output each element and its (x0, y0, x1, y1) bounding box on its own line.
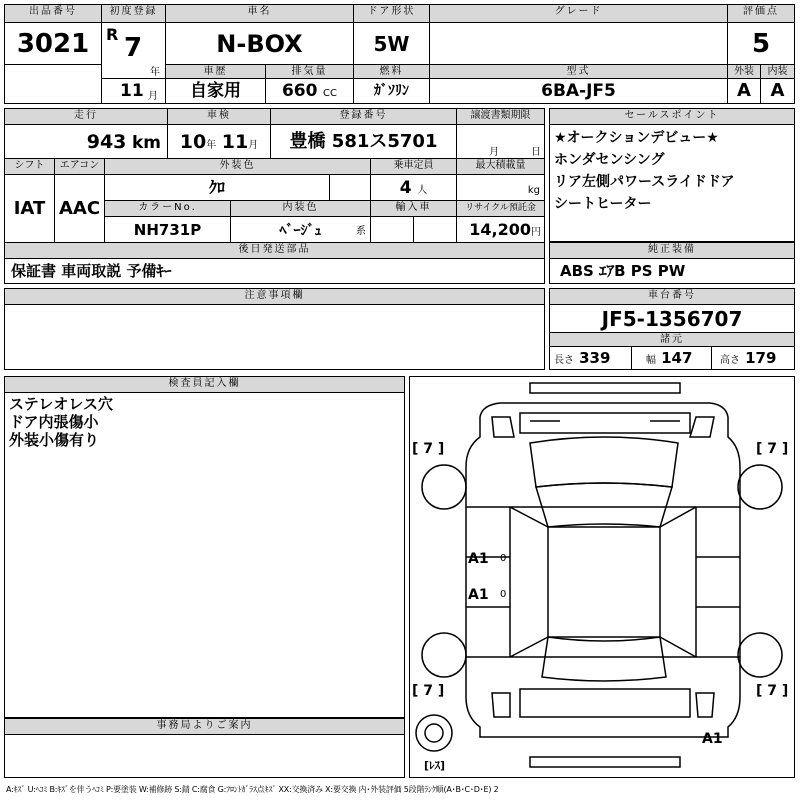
rear-gate-shape (520, 689, 690, 717)
recycle-cell (457, 217, 544, 243)
tire-front-left-shape (422, 465, 466, 509)
interior-header: 内装 (761, 65, 794, 79)
hood-shape (530, 437, 678, 487)
sales-point-item: シートヒーター (554, 196, 652, 212)
rear-window-shape (542, 637, 666, 681)
tire-label-rr: [ 7 ] (756, 683, 789, 699)
capacity-unit: 人 (417, 185, 428, 196)
mileage-header: 走行 (5, 109, 168, 125)
shift-header: シフト (5, 159, 55, 175)
sales-point-item: ★オークションデビュー★ (554, 130, 719, 146)
car-diagram (410, 377, 794, 777)
inspector-note: ドア内張傷小 (9, 413, 99, 431)
transfer-cell (457, 125, 544, 159)
grade-value (430, 23, 728, 65)
insp-month: 11 (221, 131, 249, 153)
office-header: 事務局よりご案内 (5, 719, 404, 735)
month-unit: 月 (148, 91, 158, 102)
inspector-block (4, 376, 405, 718)
import-cell-b (414, 217, 457, 243)
sales-point-item: リア左側パワースライドドア (554, 174, 735, 190)
front-body-outline (466, 403, 740, 507)
tire-rear-left-shape (422, 633, 466, 677)
grade-header: グレード (430, 5, 728, 23)
specs-header: 諸元 (550, 333, 794, 347)
first-reg-header: 初度登録 (102, 5, 166, 23)
cc-unit: CC (323, 88, 338, 99)
genuine-block (549, 242, 795, 284)
km-unit: km (131, 133, 161, 153)
exterior-score: A (728, 79, 761, 103)
int-color-cell (231, 217, 371, 243)
sales-points-block (549, 108, 795, 242)
genuine-value: ABS ｴｱB PS PW (560, 262, 686, 280)
capacity-header: 乗車定員 (371, 159, 457, 175)
inspector-note: 外装小傷有り (9, 431, 100, 449)
width-value: 147 (661, 349, 693, 367)
load-unit: kg (527, 185, 540, 196)
fuel-value: ｶﾞｿﾘﾝ (354, 79, 430, 103)
rear-body-outline (466, 657, 740, 737)
int-color-suffix: 系 (356, 226, 366, 237)
lot-no-header: 出品番号 (5, 5, 102, 23)
import-header: 輸入車 (371, 201, 457, 217)
reg-no-header: 登録番号 (271, 109, 457, 125)
genuine-header: 純正装備 (550, 243, 794, 259)
top-block (4, 4, 795, 104)
exterior-header: 外装 (728, 65, 761, 79)
legend-text: A:ｷｽﾞ U:ﾍｺﾐ B:ｷｽﾞを伴うﾍｺﾐ P:要塗装 W:補修跡 S:錆 C:腐食 G:ﾌﾛﾝﾄｶﾞﾗｽ点ｷｽﾞ XX:交換済み X:要交換 内･外装評価 5段階ﾗﾝｸ順(A･B･C･D･E) 2 (6, 785, 499, 794)
transfer-day: 日 (531, 147, 541, 158)
score-header: 評価点 (728, 5, 794, 23)
headlight-right-shape (690, 417, 714, 437)
chassis-header: 車台番号 (550, 289, 794, 305)
transfer-month: 月 (489, 147, 499, 158)
ext-color-header: 外装色 (105, 159, 371, 175)
tire-label-fr: [ 7 ] (756, 441, 789, 457)
door-value: 5W (354, 23, 430, 65)
history-value: 自家用 (166, 79, 266, 103)
inspector-header: 検査員記入欄 (5, 377, 404, 393)
later-parts-header: 後日発送部品 (5, 243, 544, 259)
door-header: ドア形状 (354, 5, 430, 23)
score-value: 5 (728, 23, 794, 65)
damage-mark-rear: A1 (702, 731, 723, 747)
yen-unit: 円 (531, 227, 541, 238)
caution-block (4, 288, 545, 370)
ext-color-blank (330, 175, 371, 201)
spare-tire-shape (416, 715, 452, 751)
displacement-cell (266, 79, 354, 103)
mileage-cell (5, 125, 168, 159)
spare-tire-hub-shape (425, 724, 443, 742)
tire-rear-right-shape (738, 633, 782, 677)
zero-mark-2: 0 (500, 589, 507, 600)
month-value: 11 (120, 81, 144, 101)
length-label: 長さ (554, 355, 574, 366)
import-cell-a (371, 217, 414, 243)
damage-mark-left-rear-door: A1 (468, 587, 489, 603)
aircon-header: エアコン (55, 159, 105, 175)
insp-year: 10 (179, 131, 207, 153)
front-grille-shape (520, 413, 690, 433)
width-cell (632, 347, 712, 369)
headlight-left-shape (492, 417, 514, 437)
lot-blank (5, 65, 102, 103)
inspector-note: ステレオレス穴 (9, 395, 113, 413)
color-no-header: カラーNo. (105, 201, 231, 217)
height-label: 高さ (720, 355, 740, 366)
ext-color-value: ｸﾛ (105, 175, 330, 201)
max-load-cell (457, 175, 544, 201)
car-name-value: N-BOX (166, 23, 354, 65)
tire-label-fl: [ 7 ] (412, 441, 445, 457)
shift-value: IAT (5, 175, 55, 243)
car-name-header: 車名 (166, 5, 354, 23)
interior-score: A (770, 80, 785, 101)
taillight-left-shape (492, 693, 510, 717)
lot-no-value: 3021 (5, 23, 102, 65)
color-no-value: NH731P (105, 217, 231, 243)
damage-mark-left-front-door: A1 (468, 551, 489, 567)
recycle-value: 14,200 (469, 220, 531, 239)
first-reg-year-cell (102, 23, 166, 79)
inspector-notes (9, 395, 113, 449)
taillight-right-shape (696, 693, 714, 717)
sales-point-item: ホンダセンシング (554, 152, 665, 168)
tire-label-rl: [ 7 ] (412, 683, 445, 699)
height-value: 179 (745, 349, 777, 367)
year-value: 7 (124, 33, 143, 63)
aircon-value: AAC (55, 175, 105, 243)
inspection-cell (168, 125, 271, 159)
int-color-header: 内装色 (231, 201, 371, 217)
first-reg-month-cell (102, 79, 166, 103)
width-label: 幅 (646, 355, 656, 366)
length-cell (550, 347, 632, 369)
roof-shape (548, 527, 660, 637)
left-side-outline (466, 507, 510, 657)
max-load-header: 最大積載量 (457, 159, 544, 175)
capacity-cell (371, 175, 457, 201)
spare-tire-label: [ﾚｽ] (424, 759, 446, 772)
int-color-value: ﾍﾞｰｼﾞｭ (279, 223, 322, 239)
zero-mark-1: 0 (500, 553, 507, 564)
history-header: 車歴 (166, 65, 266, 79)
reg-no-value: 豊橋 581ス5701 (271, 125, 457, 159)
mileage-value: 943 (86, 131, 127, 153)
insp-year-unit: 年 (206, 140, 217, 151)
tire-front-right-shape (738, 465, 782, 509)
caution-header: 注意事項欄 (5, 289, 544, 305)
front-bumper-shape (530, 383, 680, 393)
recycle-header: リサイクル預託金 (457, 201, 544, 217)
insp-month-unit: 月 (248, 140, 259, 151)
displacement-value: 660 (281, 81, 318, 101)
height-cell (712, 347, 794, 369)
car-diagram-block (409, 376, 795, 778)
details-block (4, 108, 545, 284)
year-unit: 年 (150, 67, 160, 78)
sales-points-header: セールスポイント (550, 109, 794, 125)
chassis-value: JF5-1356707 (550, 305, 794, 333)
model-header: 型式 (430, 65, 728, 79)
pillars-shape (510, 507, 696, 657)
office-block (4, 718, 405, 778)
later-parts-value: 保証書 車両取説 予備ｷｰ (11, 262, 172, 280)
capacity-value: 4 (399, 178, 412, 198)
model-value: 6BA-JF5 (430, 79, 728, 103)
displacement-header: 排気量 (266, 65, 354, 79)
windshield-shape (536, 483, 672, 527)
length-value: 339 (579, 349, 611, 367)
chassis-block (549, 288, 795, 370)
era-value: R (106, 25, 119, 44)
fuel-header: 燃料 (354, 65, 430, 79)
rear-bumper-shape (530, 757, 680, 767)
right-side-outline (696, 507, 740, 657)
inspection-header: 車検 (168, 109, 271, 125)
transfer-header: 譲渡書類期限 (457, 109, 544, 125)
sales-points-list (554, 127, 734, 215)
